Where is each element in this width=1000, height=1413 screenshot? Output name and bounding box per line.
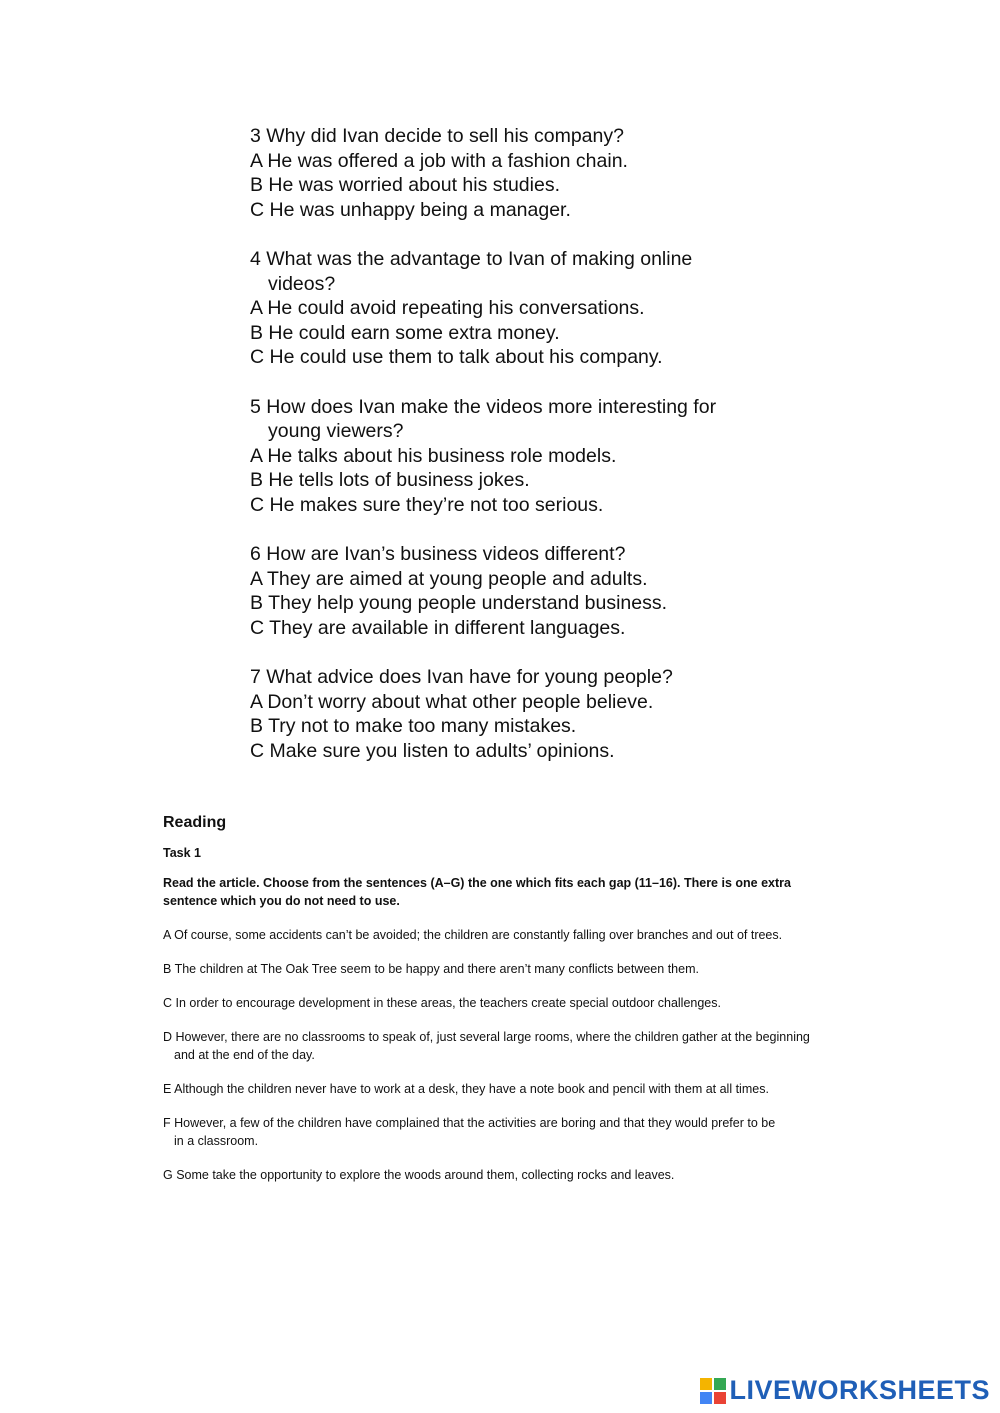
question-stem: 7 What advice does Ivan have for young people?	[250, 666, 673, 688]
question-stem: 5 How does Ivan make the videos more interesting for	[250, 395, 717, 418]
sentence-text: A Of course, some accidents can’t be avoided; the children are constantly falling over branches and out of trees.	[163, 928, 783, 942]
option-b: B He tells lots of business jokes.	[250, 469, 530, 491]
sentence-continuation: and at the end of the day.	[174, 1048, 315, 1062]
sentence-text: C In order to encourage development in these areas, the teachers create special outdoor challenges.	[163, 996, 721, 1010]
option-b: B Try not to make too many mistakes.	[250, 715, 577, 737]
question-5	[250, 395, 890, 518]
task-instructions	[163, 874, 923, 910]
section-heading: Reading	[163, 814, 227, 831]
option-c: C He was unhappy being a manager.	[250, 198, 571, 221]
question-stem: 3 Why did Ivan decide to sell his company?	[250, 125, 624, 147]
sentence-text: D However, there are no classrooms to speak of, just several large rooms, where the children gather at the beginning	[163, 1030, 810, 1044]
option-b: B He was worried about his studies.	[250, 174, 560, 196]
sentence-text: E Although the children never have to work at a desk, they have a note book and pencil with them at all times.	[163, 1082, 769, 1096]
sentence-text: B The children at The Oak Tree seem to be happy and there aren’t many conflicts between them.	[163, 962, 699, 976]
sentence-g	[163, 1166, 923, 1184]
option-a: A Don’t worry about what other people believe.	[250, 690, 654, 713]
option-a: A He could avoid repeating his conversations.	[250, 297, 645, 319]
question-stem: 6 How are Ivan’s business videos different?	[250, 543, 626, 565]
question-7	[250, 665, 890, 763]
task-heading: Task 1	[163, 846, 201, 860]
question-stem-continuation: videos?	[268, 272, 336, 295]
sentence-text: F However, a few of the children have complained that the activities are boring and that they would prefer to be	[163, 1116, 776, 1130]
sentence-c	[163, 994, 923, 1012]
instructions-line: sentence which you do not need to use.	[163, 894, 400, 908]
reading-section	[163, 812, 923, 1184]
option-b: B He could earn some extra money.	[250, 321, 560, 344]
sentence-a	[163, 926, 923, 944]
option-a: A He was offered a job with a fashion chain.	[250, 149, 628, 172]
question-list	[250, 124, 890, 788]
question-4	[250, 247, 890, 370]
option-c: C He makes sure they’re not too serious.	[250, 493, 604, 516]
liveworksheets-watermark	[700, 1375, 990, 1406]
liveworksheets-logo-icon	[700, 1378, 726, 1404]
sentence-e	[163, 1080, 923, 1098]
option-c: C They are available in different languages.	[250, 616, 626, 639]
sentence-text: G Some take the opportunity to explore the woods around them, collecting rocks and leaves.	[163, 1168, 675, 1182]
option-b: B They help young people understand business.	[250, 592, 668, 614]
question-6	[250, 542, 890, 640]
sentence-f	[163, 1114, 923, 1150]
option-c: C He could use them to talk about his company.	[250, 346, 663, 368]
brand-name: LIVEWORKSHEETS	[729, 1375, 990, 1405]
sentence-b	[163, 960, 923, 978]
sentence-continuation: in a classroom.	[174, 1134, 259, 1148]
instructions-line: Read the article. Choose from the sentences (A–G) the one which fits each gap (11–16). There is one extra	[163, 876, 791, 890]
option-a: A They are aimed at young people and adults.	[250, 567, 648, 590]
question-stem-continuation: young viewers?	[268, 420, 404, 442]
option-c: C Make sure you listen to adults’ opinions.	[250, 739, 615, 762]
question-3	[250, 124, 890, 222]
sentence-d	[163, 1028, 923, 1064]
question-stem: 4 What was the advantage to Ivan of making online	[250, 248, 693, 270]
option-a: A He talks about his business role models.	[250, 444, 617, 467]
